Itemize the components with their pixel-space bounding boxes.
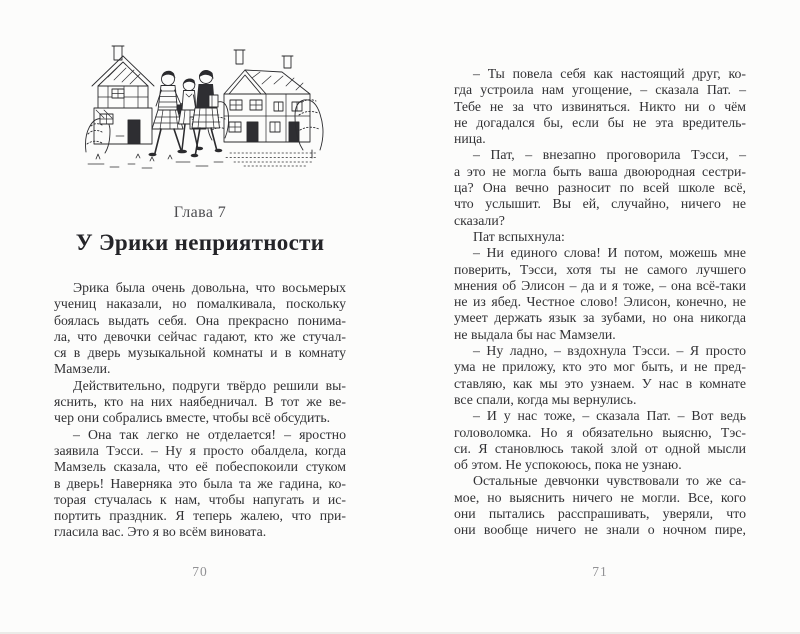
text-line: яснить, кто на них наябедничал. В тот же ве- — [54, 394, 346, 410]
text-line: учениц наказали, но помалкивала, поскольку — [54, 296, 346, 312]
text-line: гласила вас. Это я во всём виновата. — [54, 524, 267, 540]
text-line: поверить, Тэсси, хотя ты не самого лучшего — [454, 261, 746, 277]
left-page-text — [54, 280, 346, 541]
right-house — [224, 50, 310, 142]
page-number-right: 71 — [592, 564, 608, 579]
right-page-text — [454, 66, 746, 539]
text-line: Мамзели. — [54, 361, 111, 377]
girl-3 — [191, 70, 223, 157]
text-line: умеет держать язык за зубами, но она никогда — [454, 310, 746, 326]
text-line: боялась выдать себя. Она прекрасно понима- — [54, 312, 346, 328]
text-line: – Пат, – внезапно проговорила Тэсси, – — [473, 147, 746, 163]
text-line: они вообще ничего не знали о ночном пире, — [454, 522, 746, 538]
text-line: Пат вспыхнула: — [473, 228, 565, 244]
text-line: об этом. Не успокоюсь, пока не узнаю. — [454, 457, 682, 473]
text-line: не из ябед. Честное слово! Элисон, конечно, не — [454, 294, 746, 310]
text-line: чер они собрались вместе, чтобы всё обсудить. — [54, 410, 331, 426]
text-line: они пытались расспрашивать, уверяли, что — [454, 506, 746, 522]
text-line: головоломка. Но я обязательно выясню, Тэс- — [454, 424, 746, 440]
text-line: торая стучалась к нам, чтобы напугать и ис- — [54, 491, 346, 507]
text-line: что услышит. Вы ей, случайно, ничего не — [454, 196, 746, 212]
chapter-title: У Эрики неприятности — [75, 230, 325, 255]
text-line: все спали, когда мы вернулись. — [454, 391, 637, 407]
text-line: – Она так легко не отделается! – яростно — [73, 426, 346, 442]
text-line: мое, но выяснить ничего не могли. Все, кого — [454, 489, 746, 505]
text-line: – Ну ладно, – вздохнула Тэсси. – Я просто — [473, 343, 746, 359]
text-line: не выдала бы нас Мамзели. — [454, 326, 616, 342]
left-house — [92, 46, 154, 144]
text-line: Действительно, подруги твёрдо решили вы- — [73, 377, 346, 393]
text-line: – Ты повела себя как настоящий друг, ко- — [473, 66, 746, 81]
text-line: сказали? — [454, 212, 505, 228]
text-line: мнения об Элисон – да и я тоже, – она всё-таки — [454, 277, 746, 293]
text-line: ся в дверь музыкальной комнаты и в комнату — [54, 345, 346, 361]
text-line: Мамзель сказала, что её побеспокоили стуком — [54, 459, 346, 475]
text-line: в дверь! Наверняка это была та же гадина, ко- — [54, 475, 346, 491]
text-line: – И у нас тоже, – сказала Пат. – Вот ведь — [473, 408, 746, 424]
text-line: Остальные девчонки чувствовали то же са- — [473, 473, 746, 489]
chapter-number-label: Глава 7 — [173, 204, 227, 221]
grass-strokes — [88, 153, 318, 168]
illustration-art — [86, 46, 324, 168]
text-line: ума не приложу, кто это мог быть, и не пред- — [454, 359, 746, 375]
page-number-left: 70 — [192, 564, 208, 579]
text-line: а это не могла быть ваша двоюродная сестри- — [454, 163, 746, 179]
text-line: Тебе не за что извиняться. Никто ни о чём — [454, 98, 746, 114]
text-line: заявила Тэсси. – Ну я просто обалдела, когда — [54, 442, 346, 458]
text-line: ставляю, как мы это узнаем. У нас в комнате — [454, 375, 746, 391]
text-line: си. Я становлюсь такой злой от одной мысли — [454, 440, 746, 456]
text-line: гда устроила нам угощение, – сказала Пат. – — [454, 82, 746, 98]
text-line: Эрика была очень довольна, что восьмерых — [73, 280, 346, 295]
text-line: портить праздник. Я теперь жалею, что при- — [54, 508, 346, 524]
text-line: ла, что девочки сейчас гадают, кто же стучал- — [54, 328, 346, 344]
text-line: не догадался бы, если бы не эта вредитель- — [454, 114, 746, 130]
text-line: ца? Она вечно разносит по всей школе всё, — [454, 180, 746, 196]
text-line: ница. — [454, 131, 486, 147]
text-line: – Ни единого слова! И потом, можешь мне — [473, 245, 746, 261]
chapter-illustration — [84, 40, 324, 178]
